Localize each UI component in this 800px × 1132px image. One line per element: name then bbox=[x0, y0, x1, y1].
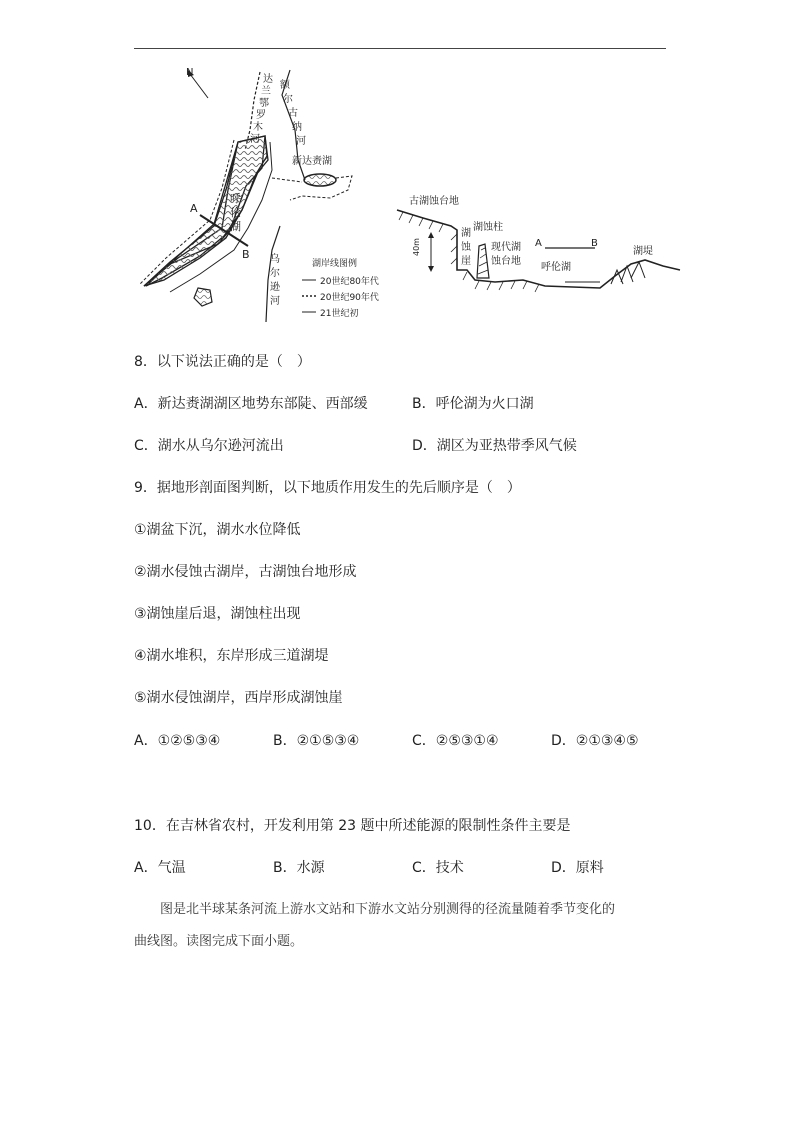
q10-option-b: B．水源 bbox=[273, 860, 325, 876]
height-label: 40m bbox=[412, 238, 421, 256]
legend-item-21c: 21世纪初 bbox=[320, 309, 359, 319]
legend-title: 湖岸线图例 bbox=[312, 259, 358, 269]
river-label-dalan-5: 木 bbox=[253, 122, 263, 133]
q8-option-c: C．湖水从乌尔逊河流出 bbox=[134, 438, 284, 454]
q9-stem: 9．据地形剖面图判断，以下地质作用发生的先后顺序是（ ） bbox=[134, 480, 521, 496]
xindalai-lake bbox=[304, 174, 336, 186]
xindalai-label: 新达赉湖 bbox=[292, 156, 332, 167]
cliff-label-1: 湖 bbox=[461, 228, 471, 239]
q8-stem: 8．以下说法正确的是（ ） bbox=[134, 354, 311, 370]
q10-option-d: D．原料 bbox=[551, 860, 604, 876]
q9-option-a: A．①②⑤③④ bbox=[134, 733, 221, 749]
profile-figure bbox=[395, 190, 685, 300]
river-label-wuer-2: 尔 bbox=[270, 268, 280, 279]
legend-item-80s: 20世纪80年代 bbox=[320, 277, 379, 287]
q9-statement-5: ⑤湖水侵蚀湖岸，西岸形成湖蚀崖 bbox=[134, 690, 343, 706]
hulun-label-2: 伦 bbox=[230, 206, 241, 219]
river-label-wuer-4: 河 bbox=[270, 296, 280, 307]
river-label-ergun-4: 纳 bbox=[292, 122, 302, 133]
bank-label: 湖堤 bbox=[633, 246, 653, 257]
pillar-label: 湖蚀柱 bbox=[473, 222, 503, 233]
q10-option-c: C．技术 bbox=[412, 860, 464, 876]
q9-option-b: B．②①⑤③④ bbox=[273, 733, 360, 749]
q8-option-d: D．湖区为亚热带季风气候 bbox=[412, 438, 577, 454]
river-label-wuer-3: 逊 bbox=[270, 282, 280, 293]
map-point-a: A bbox=[190, 202, 198, 215]
river-label-dalan-6: 河 bbox=[250, 134, 260, 145]
profile-point-b: B bbox=[591, 238, 598, 249]
hulun-label-1: 呼 bbox=[230, 192, 241, 205]
q8-option-a: A．新达赉湖湖区地势东部陡、西部缓 bbox=[134, 396, 368, 412]
q9-statement-2: ②湖水侵蚀古湖岸，古湖蚀台地形成 bbox=[134, 564, 357, 580]
q9-option-c: C．②⑤③①④ bbox=[412, 733, 499, 749]
q10-stem: 10．在吉林省农村，开发利用第 23 题中所述能源的限制性条件主要是 bbox=[134, 818, 571, 834]
intro-line-1: 图是北半球某条河流上游水文站和下游水文站分别测得的径流量随着季节变化的 bbox=[160, 902, 616, 917]
q9-statement-4: ④湖水堆积，东岸形成三道湖堤 bbox=[134, 648, 329, 664]
river-label-dalan-1: 达 bbox=[263, 74, 273, 85]
river-label-wuer-1: 乌 bbox=[270, 254, 280, 265]
q8-option-b: B．呼伦湖为火口湖 bbox=[412, 396, 534, 412]
header-rule bbox=[134, 48, 666, 49]
ancient-platform-label: 古湖蚀台地 bbox=[409, 196, 459, 207]
hulun-label-3: 湖 bbox=[230, 220, 241, 233]
modern-platform-label-2: 蚀台地 bbox=[491, 256, 521, 267]
q10-option-a: A．气温 bbox=[134, 860, 186, 876]
river-label-ergun-1: 额 bbox=[280, 80, 290, 91]
river-label-dalan-4: 罗 bbox=[256, 110, 266, 121]
river-label-ergun-3: 古 bbox=[288, 108, 298, 119]
map-legend bbox=[302, 257, 379, 319]
cliff-label-2: 蚀 bbox=[461, 242, 471, 253]
river-label-ergun-2: 尔 bbox=[283, 94, 293, 105]
height-marker bbox=[428, 232, 434, 272]
lake-label: 呼伦湖 bbox=[541, 262, 571, 273]
intro-line-2: 曲线图。读图完成下面小题。 bbox=[134, 934, 304, 949]
q9-statement-3: ③湖蚀崖后退，湖蚀柱出现 bbox=[134, 606, 301, 622]
river-label-dalan-2: 兰 bbox=[261, 86, 271, 97]
q9-statement-1: ①湖盆下沉，湖水水位降低 bbox=[134, 522, 301, 538]
profile-point-a: A bbox=[535, 238, 542, 249]
river-label-ergun-5: 河 bbox=[296, 136, 306, 147]
small-lake bbox=[194, 288, 212, 306]
q9-option-d: D．②①③④⑤ bbox=[551, 733, 639, 749]
north-label: N bbox=[186, 67, 194, 78]
cliff-label-3: 崖 bbox=[461, 256, 471, 267]
map-point-b: B bbox=[242, 248, 250, 261]
lake-map-figure bbox=[130, 60, 405, 330]
modern-platform-label-1: 现代湖 bbox=[491, 242, 521, 253]
river-label-dalan-3: 鄂 bbox=[259, 98, 269, 109]
legend-item-90s: 20世纪90年代 bbox=[320, 293, 379, 303]
